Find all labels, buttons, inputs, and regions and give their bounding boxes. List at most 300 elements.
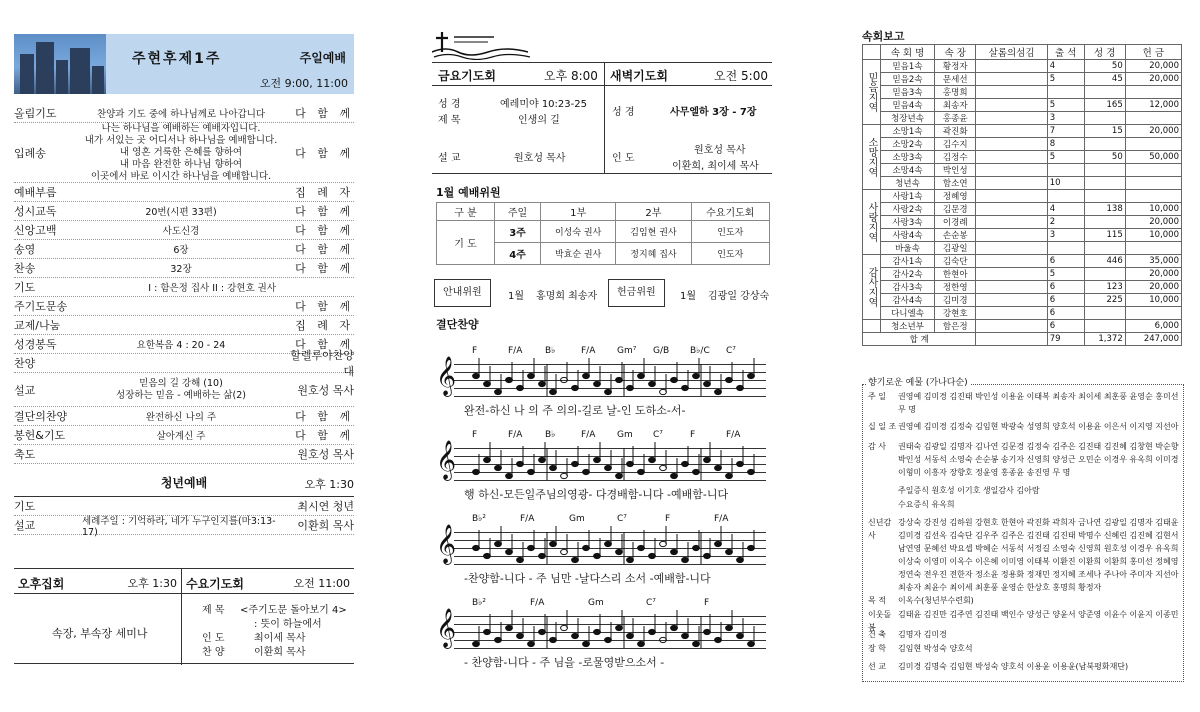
report-cell: 8 bbox=[1047, 138, 1084, 151]
report-cell: 5 bbox=[1047, 73, 1084, 86]
offering-names: 권영예 김미경 김진태 박인성 이용윤 이태복 최송자 최이세 최훈풍 윤영순 홍미선 무 명 bbox=[898, 392, 1179, 414]
committee-cell: 김임현 권사 bbox=[616, 221, 691, 243]
report-cell bbox=[1084, 307, 1125, 320]
order-label: 설교 bbox=[14, 383, 36, 397]
youth-header bbox=[14, 470, 354, 496]
report-cell: 20,000 bbox=[1125, 268, 1181, 281]
report-row bbox=[863, 190, 1182, 203]
order-leader: 다 함 께 bbox=[295, 300, 354, 313]
report-cell: 감사4속 bbox=[881, 294, 935, 307]
report-header: 살롬의섬김 bbox=[976, 45, 1047, 60]
report-row bbox=[863, 164, 1182, 177]
order-leader: 다 함 께 bbox=[295, 262, 354, 275]
order-leader: 원호성 목사 bbox=[297, 383, 354, 397]
report-cell bbox=[976, 294, 1047, 307]
report-cell: 6 bbox=[1047, 294, 1084, 307]
dawn-label-leader: 인 도 bbox=[612, 153, 635, 164]
order-row bbox=[14, 104, 354, 123]
youth-time: 오후 1:30 bbox=[304, 478, 354, 491]
order-label: 성시교독 bbox=[14, 205, 57, 218]
committee-header: 2부 bbox=[616, 203, 691, 221]
report-cell: 소망4속 bbox=[881, 164, 935, 177]
treble-clef-icon: 𝄞 bbox=[436, 524, 457, 564]
report-cell bbox=[1047, 164, 1084, 177]
dawn-leader: 원호성 목사 bbox=[694, 145, 746, 156]
committee-group: 기 도 bbox=[437, 221, 495, 265]
order-leader: 원호성 목사 bbox=[297, 448, 354, 461]
report-cell: 김광일 bbox=[935, 242, 976, 255]
chord-label: F/A bbox=[581, 430, 596, 440]
report-cell: 사랑1속 bbox=[881, 190, 935, 203]
offering-row bbox=[868, 628, 1180, 641]
report-cell: 강현호 bbox=[935, 307, 976, 320]
report-cell: 5 bbox=[1047, 151, 1084, 164]
report-cell bbox=[1125, 307, 1181, 320]
friday-label-preacher: 설 교 bbox=[438, 153, 461, 164]
report-cell: 박인성 bbox=[935, 164, 976, 177]
wednesday-value: 이환희 목사 bbox=[254, 647, 306, 658]
service-time: 오전 9:00, 11:00 bbox=[259, 77, 348, 90]
report-cell: 홍종윤 bbox=[935, 112, 976, 125]
report-row bbox=[863, 320, 1182, 333]
total-attendance: 79 bbox=[1047, 333, 1084, 346]
order-leader: 다 함 께 bbox=[295, 410, 354, 423]
treble-clef-icon: 𝄞 bbox=[436, 356, 457, 396]
afternoon-body: 속장, 부속장 세미나 bbox=[52, 627, 148, 640]
order-content: 32장 bbox=[170, 264, 192, 275]
report-cell bbox=[976, 138, 1047, 151]
offering-names: 김태윤 김진만 김주연 김진태 백인수 양성근 양윤서 양준영 이윤수 이윤지 이종민 bbox=[898, 610, 1179, 619]
report-header: 속 회 명 bbox=[881, 45, 935, 60]
report-cell: 5 bbox=[1047, 268, 1084, 281]
report-cell: 사랑4속 bbox=[881, 229, 935, 242]
offering-category: 장 학 bbox=[868, 644, 886, 653]
offering-category bbox=[868, 498, 898, 511]
chord-label: F/A bbox=[530, 598, 545, 608]
report-header: 헌 금 bbox=[1125, 45, 1181, 60]
offering-row bbox=[868, 516, 1180, 594]
committee-cell: 박효순 권사 bbox=[541, 243, 616, 265]
report-cell: 12,000 bbox=[1125, 99, 1181, 112]
church-logo bbox=[432, 30, 532, 60]
region-label: 소망지역 bbox=[863, 125, 881, 190]
report-cell: 소망2속 bbox=[881, 138, 935, 151]
report-cell: 138 bbox=[1084, 203, 1125, 216]
wednesday-value: : 뜻이 하늘에서 bbox=[254, 619, 322, 630]
order-line: 이곳에서 바로 이시간 하나님을 예배합니다. bbox=[90, 170, 272, 182]
friday-sermon-title: 인생의 길 bbox=[518, 115, 560, 126]
wednesday-label: 제 목 bbox=[202, 605, 225, 616]
report-cell bbox=[976, 190, 1047, 203]
report-cell: 감사2속 bbox=[881, 268, 935, 281]
order-row bbox=[14, 183, 354, 202]
notes bbox=[468, 440, 768, 490]
report-cell bbox=[863, 320, 881, 333]
report-cell bbox=[976, 151, 1047, 164]
report-cell: 20,000 bbox=[1125, 73, 1181, 86]
region-label: 사랑지역 bbox=[863, 190, 881, 255]
report-cell: 10,000 bbox=[1125, 203, 1181, 216]
order-leader: 다 함 께 bbox=[295, 107, 354, 120]
score-line bbox=[434, 430, 770, 502]
order-leader: 집 례 자 bbox=[295, 319, 354, 332]
offering-committee-label: 헌금위원 bbox=[608, 279, 665, 307]
order-leader: 다 함 께 bbox=[295, 224, 354, 237]
order-row bbox=[14, 349, 354, 378]
song-title: 결단찬양 bbox=[436, 318, 479, 331]
committee-cell: 인도자 bbox=[691, 243, 769, 265]
report-cell: 황정자 bbox=[935, 60, 976, 73]
report-cell: 곽진화 bbox=[935, 125, 976, 138]
order-content: 찬양과 기도 중에 하나님께로 나아갑니다 bbox=[96, 109, 266, 120]
service-name: 주일예배 bbox=[299, 51, 346, 65]
order-leader: 다 함 께 bbox=[295, 429, 354, 442]
offering-row bbox=[868, 642, 1180, 655]
youth-content: 세례주일 : 기억하라, 네가 누구인지를(마3:13-17) bbox=[82, 515, 276, 538]
offering-list bbox=[862, 384, 1184, 682]
report-cell: 10 bbox=[1047, 177, 1084, 190]
report-cell: 함은정 bbox=[935, 320, 976, 333]
region-label: 믿음지역 bbox=[863, 60, 881, 125]
report-cell bbox=[1084, 177, 1125, 190]
order-row bbox=[14, 221, 354, 240]
order-line: 믿음의 길 강해 (10) bbox=[139, 377, 223, 389]
report-cell: 6 bbox=[1047, 281, 1084, 294]
report-cell: 바울속 bbox=[881, 242, 935, 255]
offering-category: 건 축 bbox=[868, 630, 886, 639]
order-label: 성경봉독 bbox=[14, 338, 57, 351]
report-cell: 6 bbox=[1047, 320, 1084, 333]
report-cell: 믿음3속 bbox=[881, 86, 935, 99]
chord-label: B♭ bbox=[545, 430, 556, 440]
chord-label: Gm⁷ bbox=[617, 346, 637, 356]
report-cell: 김미경 bbox=[935, 294, 976, 307]
report-header: 성 경 bbox=[1084, 45, 1125, 60]
report-cell: 50 bbox=[1084, 151, 1125, 164]
offering-category: 이웃돌봄 bbox=[868, 610, 892, 632]
report-row bbox=[863, 242, 1182, 255]
offering-row bbox=[868, 498, 1180, 511]
order-leader: 집 례 자 bbox=[295, 186, 354, 199]
report-cell: 10,000 bbox=[1125, 229, 1181, 242]
committee-cell: 인도자 bbox=[691, 221, 769, 243]
dawn-bible: 사무엘하 3장 - 7장 bbox=[670, 107, 757, 118]
report-cell bbox=[1084, 242, 1125, 255]
offering-names: 강상숙 강진성 김하원 강현호 한현아 곽진화 곽희자 금나연 김광일 김명자 김태윤 김미경 김선옥 김숙단 김우주 김주은 김진태 김진태 박명수 신혜린 김진혜 김현서 남연영 문혜선 박요셉 박혜순 서동석 서정길 소영숙 신영희 원호성 이경우 유옥희 이상숙 이영미 이옥수 이은혜 이미영 이태복 이환진 이환희 이환희 홍미선 정혜영 정연숙 전우진 전한자 정소윤 정용화 정재민 정지혜 조세나 주나아 주미자 지선아 최송자 최윤수 최이세 최훈풍 윤영순 한상호 홍명희 황정자 bbox=[898, 518, 1179, 592]
offering-title: 향기로운 예물 (가나다순) bbox=[866, 375, 970, 388]
chord-label: B♭² bbox=[472, 514, 487, 524]
report-cell: 김정수 bbox=[935, 151, 976, 164]
report-cell: 정혜영 bbox=[935, 190, 976, 203]
offering-category: 선 교 bbox=[868, 662, 886, 671]
order-label: 예배부름 bbox=[14, 186, 57, 199]
report-cell: 6 bbox=[1047, 307, 1084, 320]
offering-row bbox=[868, 440, 1180, 479]
report-cell bbox=[976, 268, 1047, 281]
report-cell: 35,000 bbox=[1125, 255, 1181, 268]
order-row bbox=[14, 240, 354, 259]
report-cell bbox=[976, 177, 1047, 190]
report-header-row bbox=[863, 45, 1182, 60]
report-cell: 정한영 bbox=[935, 281, 976, 294]
chord-label: G/B bbox=[653, 346, 670, 356]
order-label: 축도 bbox=[14, 448, 36, 461]
chord-label: F/A bbox=[508, 430, 523, 440]
report-cell bbox=[976, 112, 1047, 125]
score-line bbox=[434, 514, 770, 586]
region-label: 감사지역 bbox=[863, 255, 881, 320]
chord-label: F/A bbox=[508, 346, 523, 356]
chord-label: Gm bbox=[588, 598, 604, 608]
chord-label: Gm bbox=[569, 514, 585, 524]
offering-names: 김광일 강상숙 bbox=[708, 291, 770, 302]
notes bbox=[468, 524, 768, 574]
chord-label: F/A bbox=[520, 514, 535, 524]
committee-week: 3주 bbox=[495, 221, 541, 243]
offering-category: 십 일 조 bbox=[868, 422, 897, 431]
order-label: 찬양 bbox=[14, 357, 36, 370]
report-row bbox=[863, 138, 1182, 151]
order-content bbox=[82, 123, 280, 183]
report-header-corner bbox=[863, 45, 881, 60]
offering-names: 김미경 김명숙 김임현 박성숙 양호석 이용윤 이용윤(남북평화재단) bbox=[898, 662, 1129, 671]
report-cell: 손순봉 bbox=[935, 229, 976, 242]
order-line: 나는 하나님을 예배하는 예배자입니다. bbox=[101, 122, 261, 134]
order-of-worship bbox=[14, 104, 354, 464]
report-cell bbox=[1084, 216, 1125, 229]
report-cell: 50 bbox=[1084, 60, 1125, 73]
report-cell bbox=[1084, 320, 1125, 333]
offering-category: 목 적 bbox=[868, 596, 886, 605]
wednesday-value: 최이세 목사 bbox=[254, 633, 306, 644]
report-cell: 20,000 bbox=[1125, 216, 1181, 229]
lyric-line: 행 하신-모든일주님의영광- 다경배함-니다 -예배함-니다 bbox=[464, 488, 729, 501]
church-building-image bbox=[14, 34, 106, 94]
report-cell: 20,000 bbox=[1125, 281, 1181, 294]
order-label: 기도 bbox=[14, 281, 36, 294]
committee-cell: 정지혜 집사 bbox=[616, 243, 691, 265]
report-cell: 감사1속 bbox=[881, 255, 935, 268]
sunday-banner bbox=[14, 34, 354, 94]
report-cell: 4 bbox=[1047, 203, 1084, 216]
order-content: I : 함은정 집사 II : 강현호 권사 bbox=[148, 283, 276, 294]
report-cell: 김숙단 bbox=[935, 255, 976, 268]
committee-header: 구 분 bbox=[437, 203, 495, 221]
report-cell bbox=[976, 229, 1047, 242]
youth-label: 설교 bbox=[14, 519, 36, 532]
report-row bbox=[863, 307, 1182, 320]
score-line bbox=[434, 346, 770, 418]
chord-label: F bbox=[472, 430, 478, 440]
friday-label-title: 제 목 bbox=[438, 115, 461, 126]
order-content: 요한복음 4 : 20 - 24 bbox=[136, 340, 226, 351]
report-row bbox=[863, 73, 1182, 86]
report-cell bbox=[976, 242, 1047, 255]
report-cell: 감사3속 bbox=[881, 281, 935, 294]
report-cell bbox=[1125, 112, 1181, 125]
total-label: 합 계 bbox=[863, 333, 976, 346]
report-cell: 사랑2속 bbox=[881, 203, 935, 216]
order-row bbox=[14, 202, 354, 221]
order-row bbox=[14, 259, 354, 278]
report-cell bbox=[1084, 268, 1125, 281]
chord-label: F bbox=[472, 346, 478, 356]
chord-label: F/A bbox=[581, 346, 596, 356]
report-cell: 믿음2속 bbox=[881, 73, 935, 86]
wednesday-label: 인 도 bbox=[202, 633, 225, 644]
report-cell: 믿음4속 bbox=[881, 99, 935, 112]
order-label: 찬송 bbox=[14, 262, 36, 275]
ushers-names: 홍명희 최송자 bbox=[536, 291, 598, 302]
offering-category: 감 사 bbox=[868, 442, 886, 451]
committee-header: 주일 bbox=[495, 203, 541, 221]
report-cell: 225 bbox=[1084, 294, 1125, 307]
report-cell: 2 bbox=[1047, 216, 1084, 229]
report-cell bbox=[1047, 242, 1084, 255]
dawn-leader-2: 이환희, 최이세 목사 bbox=[672, 161, 759, 172]
report-cell: 3 bbox=[1047, 112, 1084, 125]
committee-table bbox=[436, 202, 770, 265]
report-cell: 15 bbox=[1084, 125, 1125, 138]
order-label: 올림기도 bbox=[14, 107, 57, 120]
dawn-label-bible: 성 경 bbox=[612, 107, 635, 118]
order-leader: 다 함 께 bbox=[295, 146, 354, 160]
youth-leader: 이환희 목사 bbox=[297, 519, 354, 532]
report-cell: 청년속 bbox=[881, 177, 935, 190]
report-cell: 115 bbox=[1084, 229, 1125, 242]
order-label: 봉헌&기도 bbox=[14, 429, 66, 442]
report-row bbox=[863, 125, 1182, 138]
order-line: 내 영혼 거룩한 은혜를 향하여 bbox=[119, 146, 243, 158]
report-cell bbox=[1084, 164, 1125, 177]
chord-label: C⁷ bbox=[653, 430, 663, 440]
notes bbox=[468, 608, 768, 658]
offering-category: 신년감사 bbox=[868, 518, 892, 540]
treble-clef-icon: 𝄞 bbox=[436, 608, 457, 648]
wednesday-value: <주기도문 돌아보기 4> bbox=[240, 605, 347, 616]
report-cell bbox=[976, 86, 1047, 99]
report-cell bbox=[976, 307, 1047, 320]
chord-label: C⁷ bbox=[726, 346, 736, 356]
report-cell bbox=[1125, 164, 1181, 177]
offering-category: 주 일 bbox=[868, 392, 886, 401]
order-content: 사도신경 bbox=[162, 226, 200, 237]
report-cell bbox=[1125, 177, 1181, 190]
report-cell bbox=[1125, 190, 1181, 203]
lyric-line: -찬양함-니다 - 주 님만 -날다스리 소서 -예배함-니다 bbox=[464, 572, 711, 585]
report-cell: 문세선 bbox=[935, 73, 976, 86]
offering-names: 권태숙 김광일 김명자 김나연 김문경 김정숙 김주은 김진태 김진혜 김창현 박순향 박인성 서동석 소영숙 손순봉 송기자 신영희 양성근 오민순 이경우 유옥희 이미경 이형미 이흥자 장향호 정윤영 홍종윤 송진영 무 명 bbox=[898, 442, 1179, 477]
report-cell: 다니엘속 bbox=[881, 307, 935, 320]
order-content: 완전하신 나의 주 bbox=[145, 412, 217, 423]
report-cell bbox=[976, 255, 1047, 268]
wednesday-prayer bbox=[182, 569, 354, 665]
order-row bbox=[14, 426, 354, 445]
order-label: 주기도문송 bbox=[14, 300, 68, 313]
report-cell bbox=[1125, 86, 1181, 99]
offering-row bbox=[868, 484, 1180, 497]
report-cell: 20,000 bbox=[1125, 60, 1181, 73]
report-cell bbox=[976, 281, 1047, 294]
report-cell bbox=[976, 203, 1047, 216]
order-row bbox=[14, 278, 354, 297]
report-cell: 7 bbox=[1047, 125, 1084, 138]
order-content: 살아계신 주 bbox=[156, 431, 206, 442]
chord-label: B♭ bbox=[545, 346, 556, 356]
report-total-row bbox=[863, 333, 1182, 346]
treble-clef-icon: 𝄞 bbox=[436, 440, 457, 480]
youth-leader: 최시연 청년 bbox=[297, 500, 354, 513]
report-cell: 청소년부 bbox=[881, 320, 935, 333]
report-cell bbox=[976, 164, 1047, 177]
report-cell: 한현아 bbox=[935, 268, 976, 281]
report-cell: 6,000 bbox=[1125, 320, 1181, 333]
youth-title: 청년예배 bbox=[160, 476, 208, 490]
chord-label: F bbox=[665, 514, 671, 524]
report-cell: 446 bbox=[1084, 255, 1125, 268]
report-cell: 사랑3속 bbox=[881, 216, 935, 229]
order-line: 내 마음 완전한 하나님 향하여 bbox=[119, 158, 243, 170]
report-cell: 123 bbox=[1084, 281, 1125, 294]
report-cell bbox=[976, 320, 1047, 333]
friday-bible: 예레미야 10:23-25 bbox=[500, 99, 587, 110]
committee-cell: 이성숙 권사 bbox=[541, 221, 616, 243]
sunday-worship-section bbox=[14, 34, 354, 538]
report-cell bbox=[1084, 86, 1125, 99]
report-cell bbox=[1047, 190, 1084, 203]
report-row bbox=[863, 216, 1182, 229]
offering-names: 권영예 김미경 김정숙 김임현 박광숙 성영희 양호석 이용윤 이은서 이지영 지선아 bbox=[898, 422, 1179, 431]
cell-report-title: 속회보고 bbox=[862, 30, 905, 43]
report-cell: 이경례 bbox=[935, 216, 976, 229]
chord-label: F bbox=[690, 430, 696, 440]
order-row bbox=[14, 297, 354, 316]
report-cell bbox=[1125, 138, 1181, 151]
order-leader: 다 함 께 bbox=[295, 205, 354, 218]
report-cell bbox=[1047, 86, 1084, 99]
report-cell: 최송자 bbox=[935, 99, 976, 112]
chord-label: F/A bbox=[726, 430, 741, 440]
dawn-time: 오전 5:00 bbox=[714, 69, 768, 83]
report-cell: 함소연 bbox=[935, 177, 976, 190]
youth-order bbox=[14, 497, 354, 538]
wednesday-title: 수요기도회 bbox=[186, 577, 244, 591]
report-row bbox=[863, 151, 1182, 164]
order-row bbox=[14, 123, 354, 183]
afternoon-wednesday-box bbox=[14, 568, 354, 664]
chord-label: C⁷ bbox=[617, 514, 627, 524]
committee-header: 1부 bbox=[541, 203, 616, 221]
chord-label: C⁷ bbox=[646, 598, 656, 608]
report-cell bbox=[1125, 242, 1181, 255]
order-content: 6장 bbox=[173, 245, 189, 256]
afternoon-title: 오후집회 bbox=[18, 577, 65, 591]
report-row bbox=[863, 229, 1182, 242]
committee-title: 1월 예배위원 bbox=[436, 186, 501, 199]
offering-category bbox=[868, 484, 898, 497]
report-cell: 믿음1속 bbox=[881, 60, 935, 73]
ushers-month: 1월 bbox=[508, 291, 525, 302]
order-leader: 다 함 께 bbox=[295, 338, 354, 351]
notes bbox=[468, 356, 768, 406]
report-row bbox=[863, 294, 1182, 307]
lyric-line: - 찬양함-니다 - 주 님을 -로물영받으소서 - bbox=[464, 656, 665, 669]
report-row bbox=[863, 86, 1182, 99]
report-cell: 소망3속 bbox=[881, 151, 935, 164]
committee-week: 4주 bbox=[495, 243, 541, 265]
report-cell: 김문경 bbox=[935, 203, 976, 216]
offering-row bbox=[868, 660, 1180, 673]
